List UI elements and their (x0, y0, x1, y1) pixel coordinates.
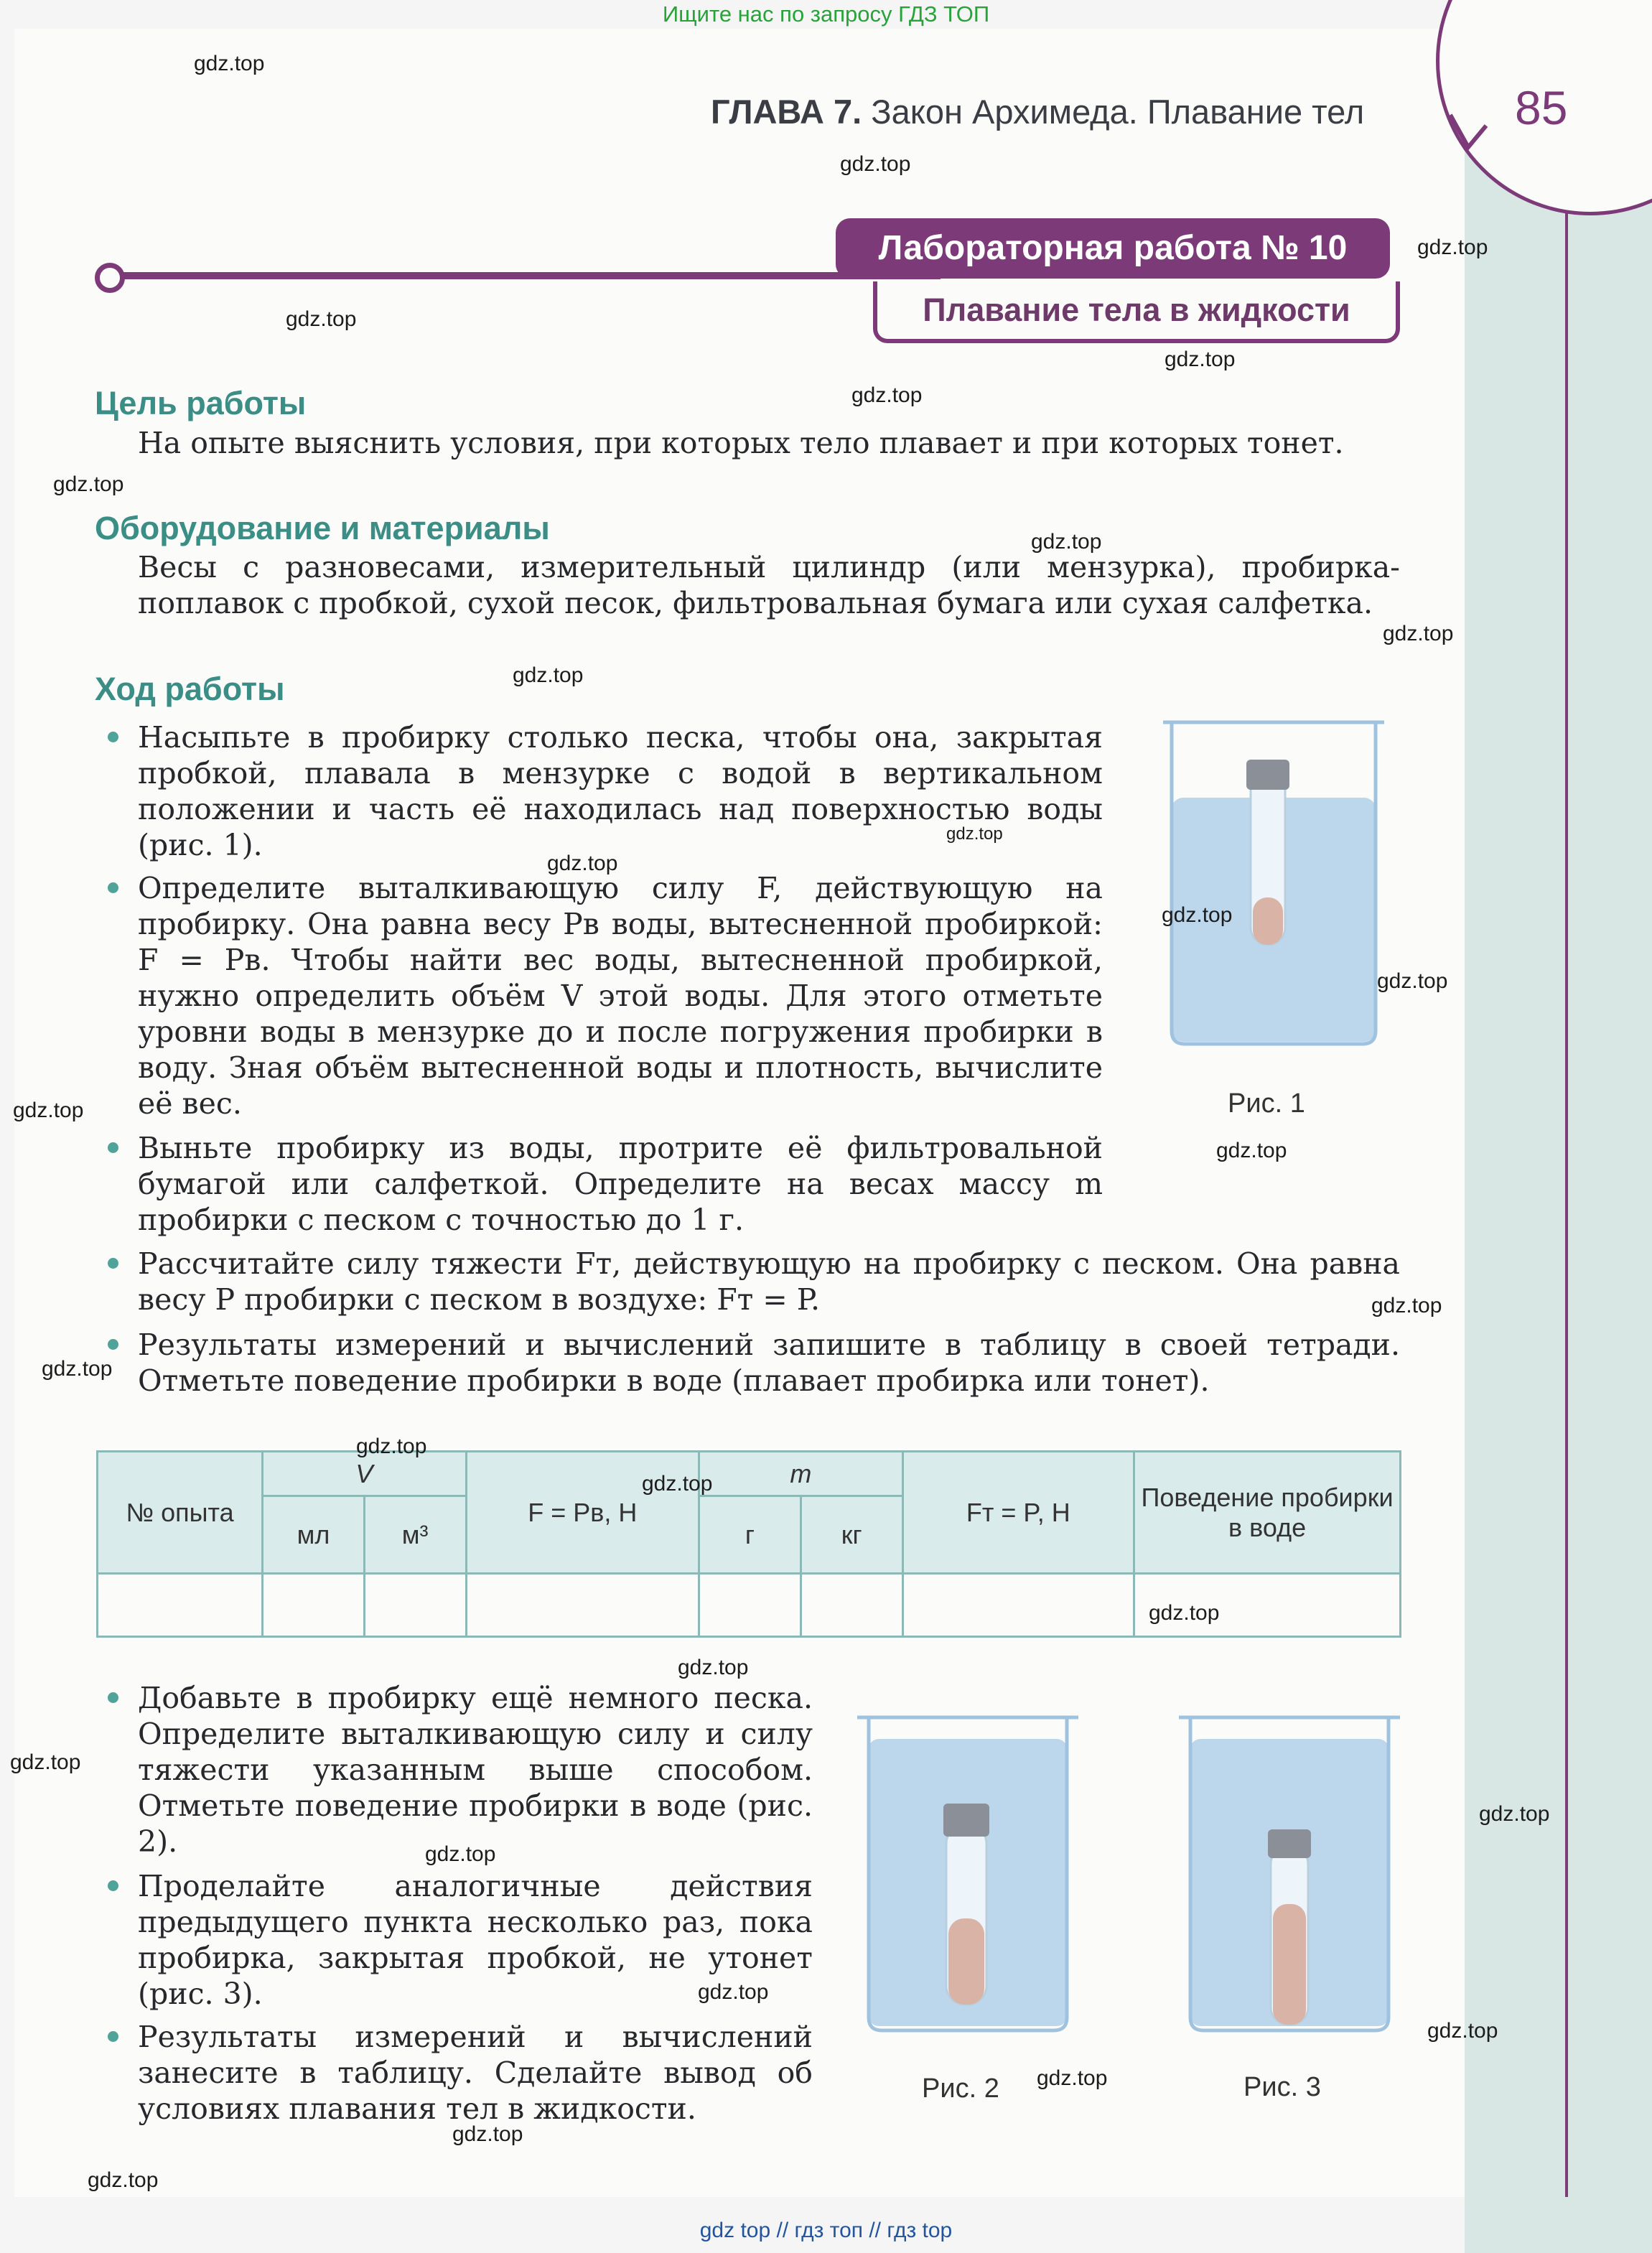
table-cell (466, 1574, 699, 1637)
figure-3-caption: Рис. 3 (1243, 2072, 1321, 2102)
bullet-icon (108, 882, 118, 893)
watermark[interactable]: gdz.top (1149, 1601, 1220, 1625)
watermark[interactable]: gdz.top (698, 1980, 769, 2004)
th-volume-m3: м³ (364, 1496, 466, 1574)
procedure-step-text: Добавьте в пробирку ещё немного песка. Определите выталкивающую силу и силу тяжести указанным выше способом. Отметьте поведение пробирки в воде (рис. 2). (138, 1681, 813, 1859)
figure-1-caption: Рис. 1 (1228, 1088, 1305, 1119)
watermark[interactable]: gdz.top (1427, 2019, 1498, 2043)
watermark[interactable]: gdz.top (851, 383, 923, 407)
procedure-step-text: Выньте пробирку из воды, протрите её фильтровальной бумагой или салфеткой. Определите на весах массу m пробирки с песком с точностью до 1 г. (138, 1131, 1103, 1237)
procedure-step (138, 2019, 813, 2127)
watermark[interactable]: gdz.top (10, 1750, 81, 1774)
watermark[interactable]: gdz.top (1377, 969, 1448, 993)
figure-1-beaker (1159, 715, 1389, 1053)
goal-text: На опыте выяснить условия, при которых тело плавает и при которых тонет. (138, 426, 1344, 460)
watermark[interactable]: gdz.top (840, 152, 911, 176)
procedure-step-text: Рассчитайте силу тяжести Fт, действующую на пробирку с песком. Она равна весу P пробирки с песком в воздухе: Fт = P. (138, 1246, 1400, 1317)
title-rule-dot (95, 263, 125, 293)
watermark[interactable]: gdz.top (286, 307, 357, 331)
table-cell (902, 1574, 1134, 1637)
watermark[interactable]: gdz.top (642, 1472, 713, 1496)
watermark[interactable]: gdz.top (356, 1435, 427, 1458)
th-mass: m (699, 1452, 902, 1496)
chapter-title: Закон Архимеда. Плавание тел (871, 93, 1365, 131)
title-rule (108, 272, 941, 279)
th-mass-g: г (699, 1496, 801, 1574)
bullet-icon (108, 1880, 118, 1891)
lab-number-label: Лабораторная работа № 10 (836, 218, 1390, 279)
arrow-down-icon (1443, 108, 1493, 158)
bullet-icon (108, 1142, 118, 1153)
procedure-step-text: Проделайте аналогичные действия предыдущего пункта несколько раз, пока пробирка, закрытая пробкой, не утонет (рис. 3). (138, 1869, 813, 2011)
table-cell (263, 1574, 365, 1637)
figure-2-caption: Рис. 2 (922, 2074, 999, 2104)
procedure-step (138, 1680, 813, 1860)
bullet-icon (108, 1692, 118, 1703)
chapter-header (711, 92, 1364, 131)
watermark[interactable]: gdz.top (1417, 235, 1488, 259)
watermark[interactable]: gdz.top (1037, 2066, 1108, 2090)
watermark[interactable]: gdz.top (53, 472, 124, 496)
page-number: 85 (1515, 81, 1568, 134)
watermark[interactable]: gdz.top (1216, 1139, 1287, 1162)
watermark[interactable]: gdz.top (1479, 1802, 1550, 1826)
procedure-step (138, 1246, 1400, 1317)
table-cell (364, 1574, 466, 1637)
watermark[interactable]: gdz.top (1371, 1294, 1442, 1317)
procedure-step-text: Определите выталкивающую силу F, действующую на пробирку. Она равна весу Pв воды, вытесненной пробиркой: F = Pв. Чтобы найти вес воды, вытесненной пробиркой, нужно определить объём V этой воды. Для этого отметьте уровни воды в мензурке до и после погружения пробирки в воду. Зная объём вытесненной воды и плотность, вычислите её вес. (138, 871, 1103, 1121)
procedure-step-text: Результаты измерений и вычислений занесите в таблицу. Сделайте вывод об условиях плавания тел в жидкости. (138, 2020, 813, 2126)
watermark[interactable]: gdz.top (513, 663, 584, 687)
right-margin-line (1565, 187, 1568, 2197)
th-behavior: Поведение пробирки в воде (1134, 1452, 1401, 1574)
procedure-step (138, 1130, 1103, 1238)
chapter-label: ГЛАВА 7. (711, 93, 862, 131)
lab-title: Плавание тела в жидкости (873, 281, 1400, 343)
watermark[interactable]: gdz.top (1383, 622, 1454, 645)
watermark[interactable]: gdz.top (946, 824, 1003, 844)
watermark[interactable]: gdz.top (1165, 347, 1236, 371)
bullet-icon (108, 732, 118, 742)
bullet-icon (108, 2031, 118, 2042)
watermark[interactable]: gdz.top (452, 2122, 523, 2146)
equipment-text: Весы с разновесами, измерительный цилиндр (или мензурка), пробирка-поплавок с пробкой, сухой песок, фильтровальная бумага или сухая салфетка. (138, 550, 1400, 620)
figure-3-beaker (1175, 1710, 1404, 2040)
procedure-step (138, 1327, 1400, 1399)
watermark[interactable]: gdz.top (678, 1656, 749, 1679)
watermark[interactable]: gdz.top (42, 1357, 113, 1381)
procedure-step (138, 870, 1103, 1121)
th-mass-kg: кг (801, 1496, 902, 1574)
figure-2-beaker (853, 1710, 1083, 2040)
goal-heading: Цель работы (95, 385, 307, 421)
table-cell (699, 1574, 801, 1637)
right-margin-stripe (1465, 29, 1652, 2253)
th-number: № опыта (98, 1452, 263, 1574)
bullet-icon (108, 1258, 118, 1269)
top-search-note[interactable]: Ищите нас по запросу ГДЗ ТОП (662, 1, 990, 27)
th-volume: V (263, 1452, 466, 1496)
th-force: F = Pв, Н (466, 1452, 699, 1574)
table-cell (801, 1574, 902, 1637)
watermark[interactable]: gdz.top (425, 1842, 496, 1866)
th-gravity: Fт = P, Н (902, 1452, 1134, 1574)
th-volume-ml: мл (263, 1496, 365, 1574)
watermark[interactable]: gdz.top (88, 2168, 159, 2192)
procedure-step-text: Результаты измерений и вычислений запишите в таблицу в своей тетради. Отметьте поведение пробирки в воде (плавает пробирка или тонет). (138, 1328, 1400, 1398)
watermark[interactable]: gdz.top (1031, 530, 1102, 554)
procedure-heading: Ход работы (95, 671, 285, 707)
procedure-step-text: Насыпьте в пробирку столько песка, чтобы она, закрытая пробкой, плавала в мензурке с водой в вертикальном положении и часть её находилась над поверхностью воды (рис. 1). (138, 720, 1103, 862)
watermark[interactable]: gdz.top (194, 52, 265, 75)
watermark[interactable]: gdz.top (1162, 903, 1233, 927)
watermark[interactable]: gdz.top (13, 1098, 84, 1122)
table-cell (98, 1574, 263, 1637)
watermark[interactable]: gdz.top (547, 852, 618, 875)
bullet-icon (108, 1339, 118, 1350)
equipment-heading: Оборудование и материалы (95, 510, 550, 546)
bottom-watermark-links[interactable]: gdz top // гдз топ // гдз top (699, 2219, 953, 2242)
